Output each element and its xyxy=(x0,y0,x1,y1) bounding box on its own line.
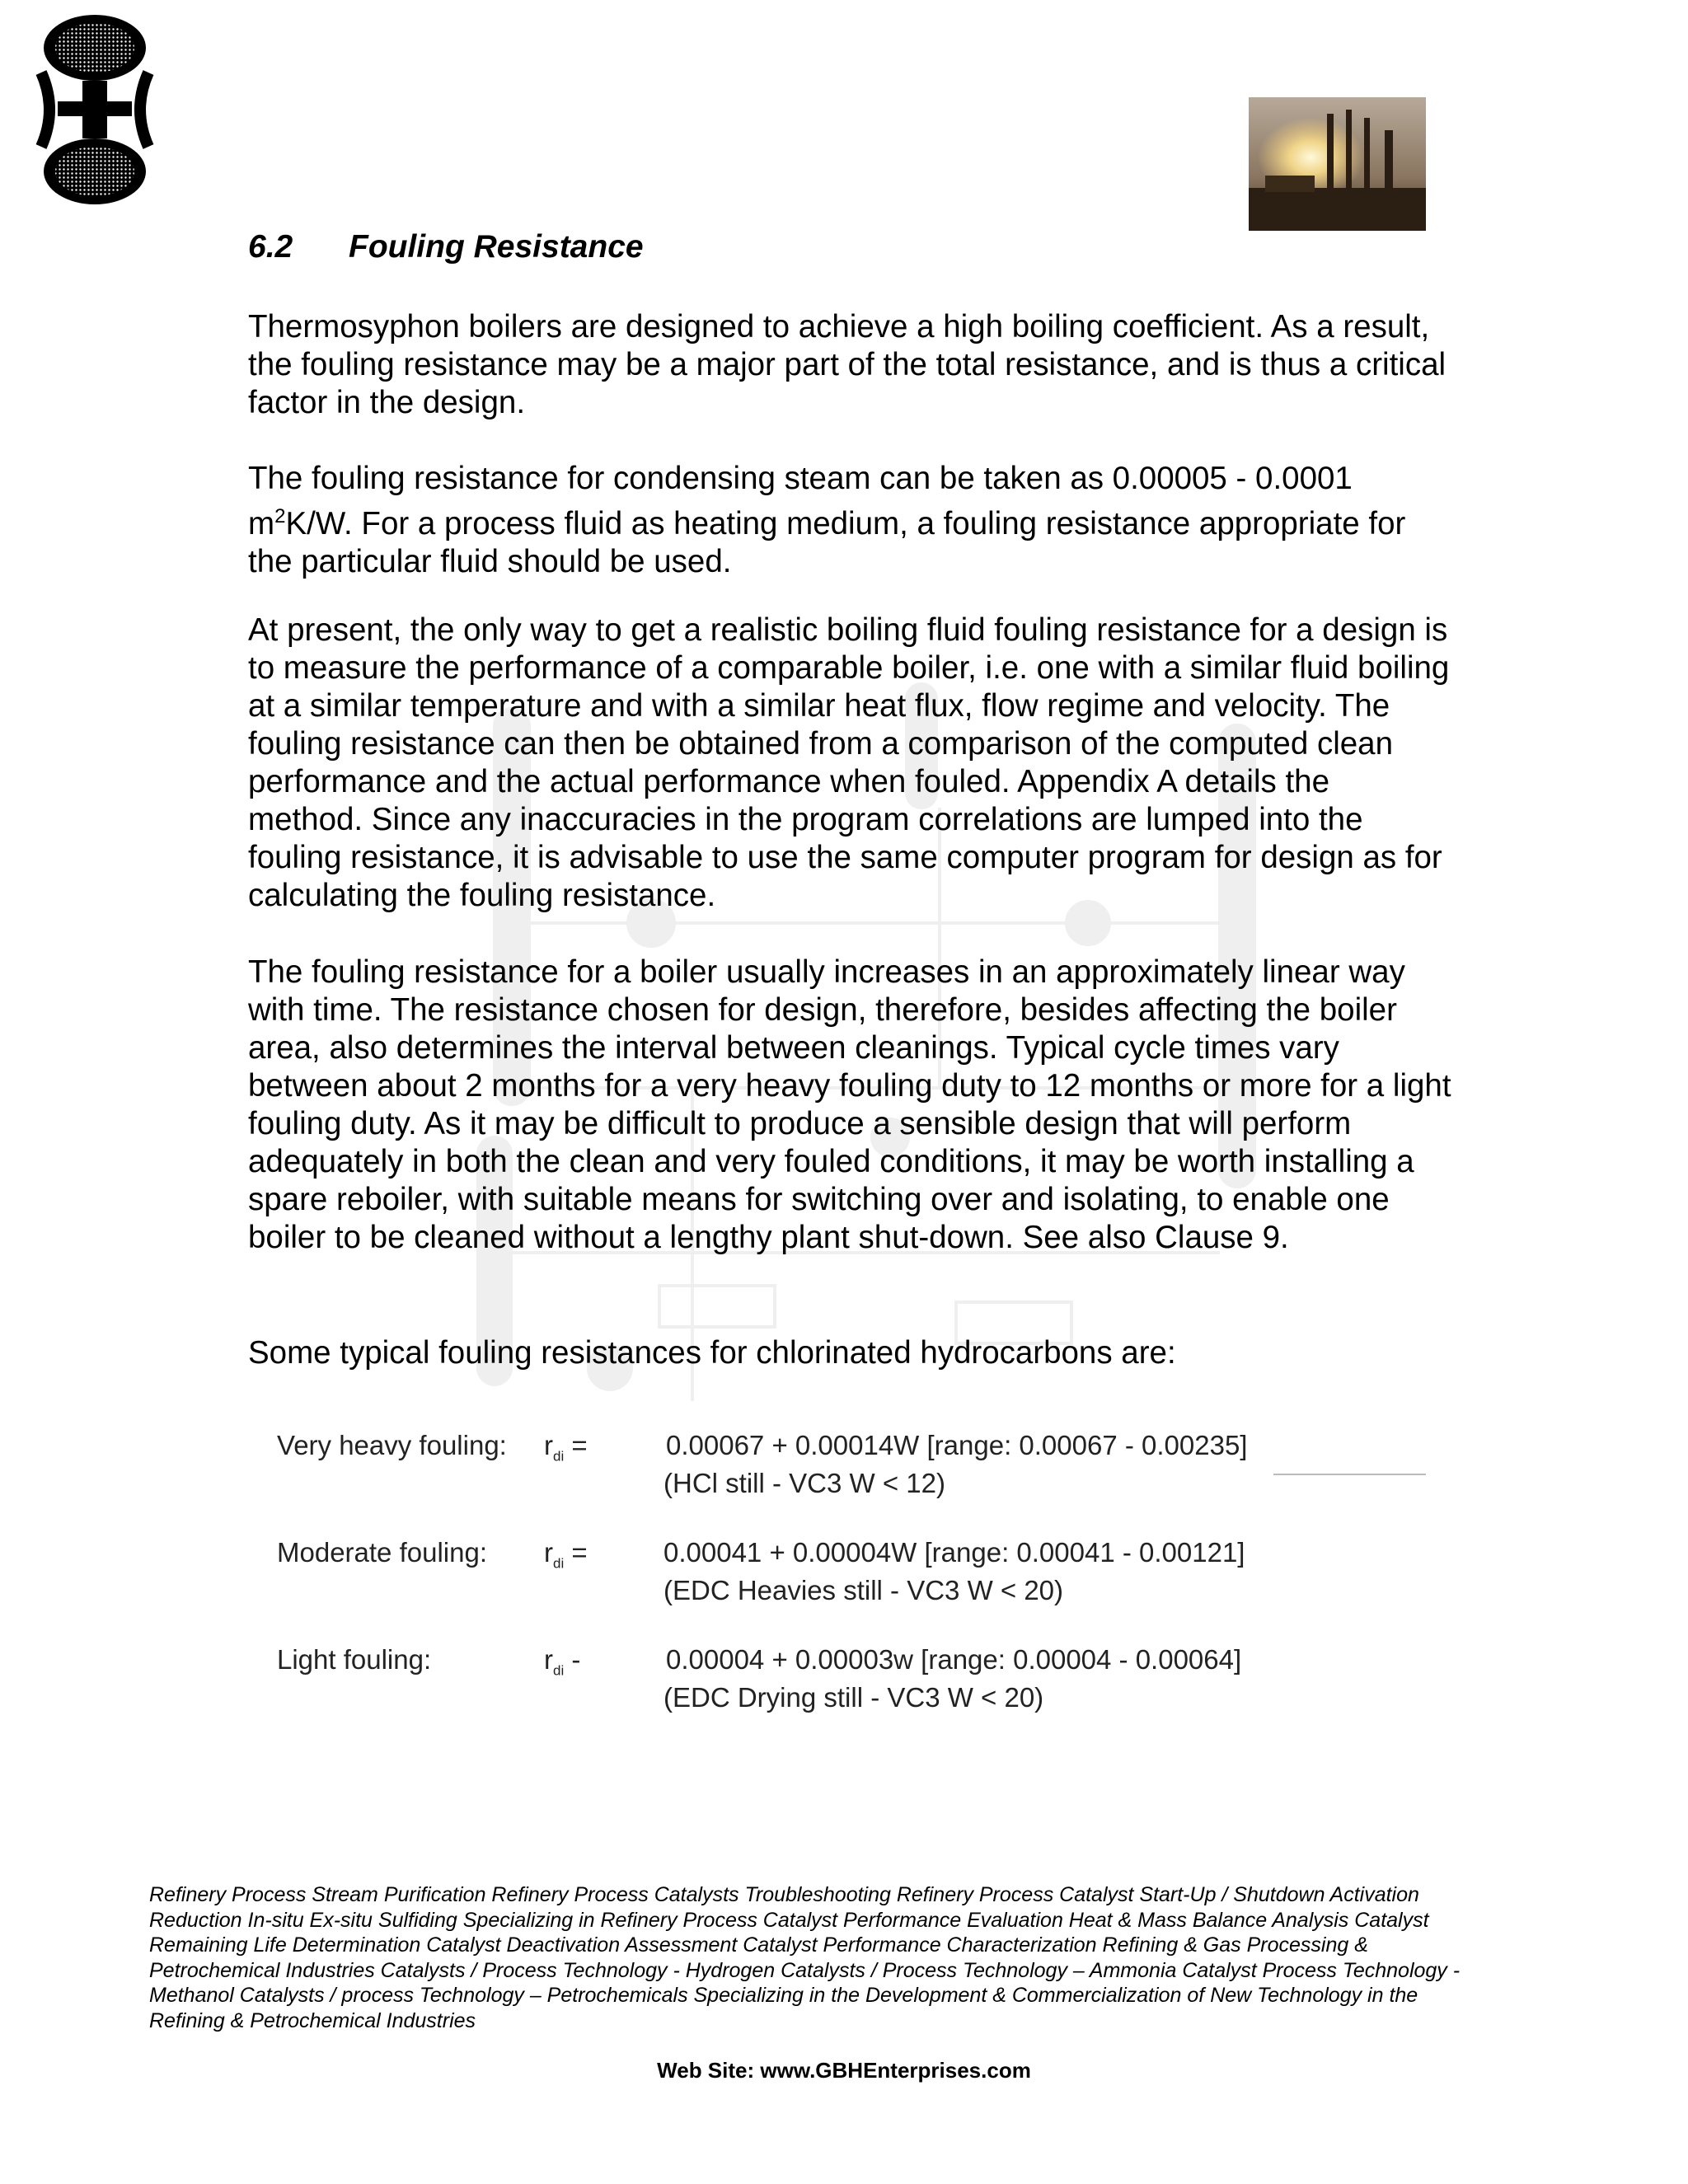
section-heading xyxy=(248,229,644,265)
paragraph-condensing-steam xyxy=(248,460,1451,581)
fouling-row-symbol: $r_{di}$ - xyxy=(544,1644,581,1679)
footer-website: Web Site: www.GBHEnterprises.com xyxy=(657,2058,1031,2083)
paragraph-typical-intro: Some typical fouling resistances for chlorinated hydrocarbons are: xyxy=(248,1335,1176,1371)
paragraph-thermosyphon: Thermosyphon boilers are designed to achieve a high boiling coefficient. As a result, the fouling resistance may be a major part of the total resistance, and is thus a critical factor in the design. xyxy=(248,309,1447,420)
refinery-photo xyxy=(1249,97,1426,231)
section-number: 6.2 xyxy=(248,229,293,265)
paragraph-fouling-over-time: The fouling resistance for a boiler usually increases in an approximately linear way with time. The resistance chosen for design, therefore, besides affecting the boiler area, also determines the interval between cleanings. Typical cycle times vary between about 2 months for a very heavy fouling duty to 12 months or more for a light fouling duty. As it may be difficult to produce a sensible design that will perform adequately in both the clean and very fouled conditions, it may be worth installing a spare reboiler, with suitable means for switching over and isolating, to enable one boiler to be cleaned without a lengthy plant shut-down. See also Clause 9. xyxy=(248,954,1451,1255)
fouling-row-formula: 0.00067 + 0.00014W [range: 0.00067 - 0.00235] xyxy=(666,1430,1248,1460)
p2-text-after: K/W. For a process fluid as heating medium, a fouling resistance appropriate for the particular fluid should be used. xyxy=(248,505,1406,579)
paragraph-realistic-fouling: At present, the only way to get a realistic boiling fluid fouling resistance for a design is to measure the performance of a comparable boiler, i.e. one with a similar fluid boiling at a similar temperature and with a similar heat flux, flow regime and velocity. The fouling resistance can then be obtained from a comparison of the computed clean performance and the actual performance when fouled. Appendix A details the method. Since any inaccuracies in the program correlations are lumped into the fouling resistance, it is advisable to use the same computer program for design as for calculating the fouling resistance. xyxy=(248,612,1450,913)
p2-superscript: 2 xyxy=(274,505,286,527)
fouling-row-label: Very heavy fouling: xyxy=(277,1430,507,1460)
fouling-row-label: Moderate fouling: xyxy=(277,1537,487,1568)
fouling-row-label: Light fouling: xyxy=(277,1644,432,1675)
fouling-row-note: (EDC Drying still - VC3 W < 20) xyxy=(663,1682,1044,1713)
fouling-row-formula: 0.00004 + 0.00003w [range: 0.00004 - 0.00064] xyxy=(666,1644,1242,1675)
divider-line xyxy=(1273,1474,1426,1475)
section-title: Fouling Resistance xyxy=(349,229,644,265)
footer-services-text: Refinery Process Stream Purification Refinery Process Catalysts Troubleshooting Refinery Process Catalyst Start-Up / Shutdown Activation Reduction In-situ Ex-situ Sulfiding Specializing in Refinery Process Catalyst Performance Evaluation Heat & Mass Balance Analysis Catalyst Remaining Life Determination Catalyst Deactivation Assessment Catalyst Performance Characterization Refining & Gas Processing & Petrochemical Industries Catalysts / Process Technology - Hydrogen Catalysts / Process Technology – Ammonia Catalyst Process Technology - Methanol Catalysts / process Technology – Petrochemicals Specializing in the Development & Commercialization of New Technology in the Refining & Petrochemical Industries xyxy=(149,1883,1461,2032)
fouling-row-formula: 0.00041 + 0.00004W [range: 0.00041 - 0.00121] xyxy=(663,1537,1245,1568)
company-logo xyxy=(33,15,157,204)
p2-text-before: The fouling resistance for condensing steam can be taken as 0.00005 - 0.0001 m xyxy=(248,461,1353,541)
fouling-row-note: (EDC Heavies still - VC3 W < 20) xyxy=(663,1575,1064,1605)
fouling-row-note: (HCl still - VC3 W < 12) xyxy=(663,1468,945,1498)
fouling-row-symbol: $r_{di}$ = xyxy=(544,1537,588,1572)
fouling-row-symbol: $r_{di}$ = xyxy=(544,1430,588,1465)
